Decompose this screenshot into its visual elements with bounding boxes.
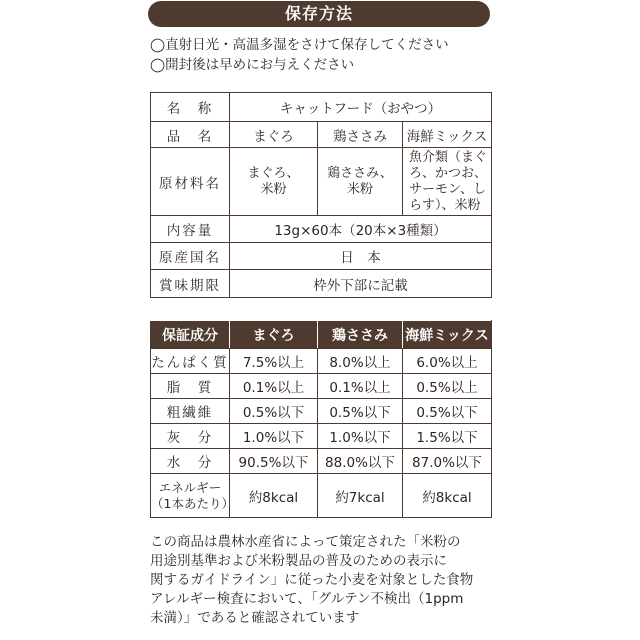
nutrition-value: 1.5%以下 <box>403 424 492 449</box>
variant-row <box>151 122 492 148</box>
ingredients-line: 米粉 <box>346 181 373 197</box>
expiry-row <box>151 270 492 298</box>
energy-value: 約8kcal <box>403 474 492 518</box>
footnote-line: 関するガイドライン」に従った小麦を対象とした食物 <box>150 572 474 588</box>
ingredients-seafood <box>403 148 492 216</box>
nutrition-value: 88.0%以下 <box>318 449 403 474</box>
origin-value: 日 本 <box>230 243 492 270</box>
expiry-label: 賞味期限 <box>151 270 230 298</box>
nutrition-value: 0.5%以下 <box>403 399 492 424</box>
nutrition-row-fiber <box>151 399 492 424</box>
energy-value: 約8kcal <box>230 474 318 518</box>
nutrition-row-label: 脂 質 <box>151 374 230 399</box>
nutrition-value: 0.5%以上 <box>403 374 492 399</box>
gluten-free-footnote <box>150 533 495 628</box>
ingredients-line: らす）、米粉 <box>409 197 481 213</box>
nutrition-header-tuna: まぐろ <box>230 321 318 349</box>
product-name-value: キャットフード（おやつ） <box>230 93 492 122</box>
contents-label: 内容量 <box>151 216 230 243</box>
nutrition-value: 6.0%以上 <box>403 349 492 374</box>
ingredients-line: 鶏ささみ、 <box>327 165 393 181</box>
ingredients-line: ろ、かつお、 <box>409 165 488 181</box>
nutrition-header-label: 保証成分 <box>151 321 230 349</box>
variant-tuna: まぐろ <box>230 122 318 148</box>
product-name-row <box>151 93 492 122</box>
contents-value: 13g×60本（20本×3種類） <box>230 216 492 243</box>
nutrition-row-protein <box>151 349 492 374</box>
nutrition-value: 7.5%以上 <box>230 349 318 374</box>
storage-note-sunlight: ◯直射日光・高温多湿をさけて保存してください <box>150 37 449 53</box>
footnote-line: この商品は農林水産省によって策定された「米粉の <box>150 534 461 550</box>
storage-method-header: 保存方法 <box>148 1 490 27</box>
origin-row <box>151 243 492 270</box>
variant-seafood: 海鮮ミックス <box>403 122 492 148</box>
nutrition-row-fat <box>151 374 492 399</box>
nutrition-row-label: たんぱく質 <box>151 349 230 374</box>
nutrition-value: 0.5%以下 <box>318 399 403 424</box>
nutrition-header-seafood: 海鮮ミックス <box>403 321 492 349</box>
nutrition-row-energy <box>151 474 492 518</box>
nutrition-row-label: 粗繊維 <box>151 399 230 424</box>
nutrition-value: 87.0%以下 <box>403 449 492 474</box>
footnote-line: 用途別基準および米粉製品の普及のための表示に <box>150 553 447 569</box>
ingredients-line: まぐろ、 <box>247 165 300 181</box>
nutrition-header-chicken: 鶏ささみ <box>318 321 403 349</box>
energy-label <box>151 474 234 518</box>
nutrition-row-label: 灰 分 <box>151 424 230 449</box>
nutrition-value: 90.5%以下 <box>230 449 318 474</box>
product-name-label: 名 称 <box>151 93 230 122</box>
ingredients-tuna <box>230 148 318 216</box>
expiry-value: 枠外下部に記載 <box>230 270 492 298</box>
nutrition-value: 1.0%以下 <box>318 424 403 449</box>
energy-label-line: （1本あたり） <box>151 495 234 511</box>
storage-note-after-opening: ◯開封後は早めにお与えください <box>150 57 355 73</box>
ingredients-label: 原材料名 <box>151 148 230 216</box>
nutrition-value: 8.0%以上 <box>318 349 403 374</box>
nutrition-value: 0.1%以上 <box>230 374 318 399</box>
variant-chicken: 鶏ささみ <box>318 122 403 148</box>
footnote-line: 未満）」であると確認されています <box>150 610 360 626</box>
contents-row <box>151 216 492 243</box>
energy-value: 約7kcal <box>318 474 403 518</box>
nutrition-value: 0.5%以下 <box>230 399 318 424</box>
variant-label: 品 名 <box>151 122 230 148</box>
ingredients-line: 米粉 <box>260 181 287 197</box>
ingredients-line: サーモン、し <box>409 181 486 197</box>
nutrition-row-ash <box>151 424 492 449</box>
nutrition-value: 1.0%以下 <box>230 424 318 449</box>
origin-label: 原産国名 <box>151 243 230 270</box>
ingredients-chicken <box>318 148 403 216</box>
nutrition-row-label: 水 分 <box>151 449 230 474</box>
ingredients-row <box>151 148 492 216</box>
energy-label-line: エネルギー <box>158 479 222 495</box>
nutrition-header-row <box>151 321 492 349</box>
nutrition-row-moisture <box>151 449 492 474</box>
nutrition-table <box>150 320 492 518</box>
footnote-line: アレルギー検査において、「グルテン不検出（1ppm <box>150 591 464 607</box>
ingredients-line: 魚介類（まぐ <box>409 149 488 165</box>
product-info-table <box>150 92 492 298</box>
nutrition-value: 0.1%以上 <box>318 374 403 399</box>
